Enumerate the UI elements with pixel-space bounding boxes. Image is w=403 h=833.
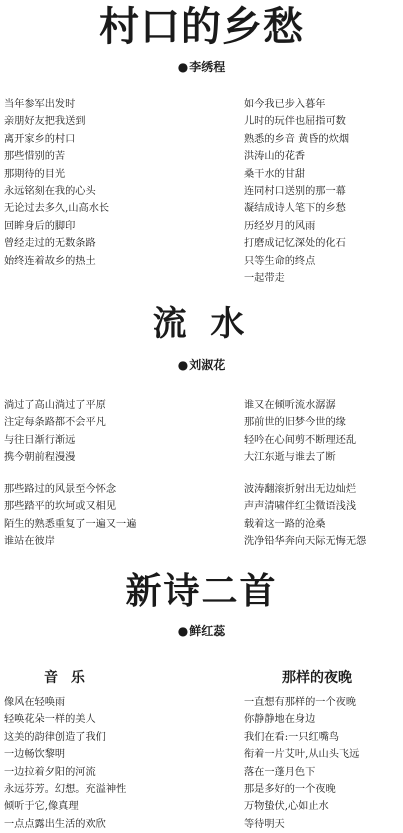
poem-line: 始终连着故乡的热土	[4, 255, 96, 267]
poem-column-left	[4, 481, 136, 551]
poem-line: 一起带走	[244, 272, 285, 284]
poem-line: 永远芬芳。幻想。充溢神性	[4, 783, 127, 795]
poem-line: 洪涛山的花香	[244, 151, 306, 163]
poem-line: 回眸身后的脚印	[4, 220, 76, 232]
author-name: 李绣程	[189, 60, 226, 74]
poem-line: 一边拉着夕阳的河流	[4, 766, 96, 778]
poem-title-village: 村口的乡愁	[99, 4, 304, 50]
poem-line: 无论过去多久,山高水长	[4, 203, 110, 215]
poem-line: 那期待的目光	[4, 168, 66, 180]
poem-line: 那些路过的风景至今怀念	[4, 484, 117, 495]
author-name: 刘淑花	[189, 358, 226, 372]
poem-column-right	[244, 96, 349, 287]
poem-line: 载着这一路的沧桑	[244, 518, 326, 530]
poem-line: 等待明天	[244, 818, 285, 830]
poem-line: 衔着一片艾叶,从山头飞远	[244, 749, 360, 761]
bullet-icon: ●	[177, 358, 189, 372]
poem-line: 大江东逝与谁去了断	[244, 452, 336, 464]
bullet-icon: ●	[177, 624, 189, 638]
poem-line: 声声清啸伴红尘微语浅浅	[244, 501, 357, 513]
bullet-icon: ●	[177, 60, 189, 74]
poem-line: 永远铭刻在我的心头	[4, 185, 96, 197]
poem-line: 桑干水的甘甜	[244, 168, 306, 180]
poem-line: 携今朝前程漫漫	[4, 452, 76, 464]
poem-line: 谁站在彼岸	[4, 536, 55, 548]
author-name: 鲜红蕊	[189, 624, 226, 638]
poem-line: 与往日渐行渐远	[4, 434, 76, 446]
poem-line: 注定每条路都不会平凡	[4, 417, 106, 429]
poem-title-two-new-poems: 新诗二首	[125, 571, 278, 612]
poem-line: 只等生命的终点	[244, 255, 316, 267]
poem-column-right	[244, 481, 366, 551]
poem-line: 陌生的熟悉重复了一遍又一遍	[4, 518, 137, 530]
poem-line: 当年参军出发时	[4, 99, 76, 110]
poem-line: 亲朋好友把我送到	[4, 116, 86, 128]
poem-line: 轻吟在心间剪不断理还乱	[244, 434, 357, 446]
poem-column-right	[244, 694, 359, 833]
poem-line: 一边畅饮黎明	[4, 749, 66, 761]
poem-line: 那些踏平的坎坷或又相见	[4, 501, 117, 513]
poem-title-flowing-water: 流 水	[152, 304, 251, 344]
poem-line: 那前世的旧梦今世的缘	[244, 417, 346, 429]
poem-line: 这美的韵律创造了我们	[4, 731, 106, 743]
poem-line: 轻唤花朵一样的美人	[4, 714, 96, 726]
poem-line: 那是多好的一个夜晚	[244, 783, 336, 795]
poem-subtitle-music: 音 乐	[44, 670, 89, 686]
poem-line: 谁又在倾听流水潺潺	[244, 400, 336, 411]
poem-column-left	[4, 694, 126, 833]
author-line	[0, 58, 403, 75]
poem-line: 历经岁月的风雨	[244, 220, 316, 232]
poem-line: 我们在看:一只红嘴鸟	[244, 731, 340, 743]
poem-line: 倾听于它,像真理	[4, 801, 79, 813]
poem-column-left	[4, 96, 109, 270]
poem-line: 熟悉的乡音 黄昏的炊烟	[244, 133, 350, 145]
poem-line: 一直想有那样的一个夜晚	[244, 697, 357, 708]
poem-line: 一点点露出生活的欢欣	[4, 818, 106, 830]
author-line	[0, 622, 403, 639]
poem-line: 打磨成记忆深处的化石	[244, 238, 346, 250]
poem-line: 万物蛰伏,心如止水	[244, 801, 329, 813]
poem-line: 连同村口送别的那一幕	[244, 185, 346, 197]
poem-line: 落在一蓬月色下	[244, 766, 316, 778]
poem-line: 离开家乡的村口	[4, 133, 76, 145]
poem-line: 洗净铅华奔向天际无悔无怨	[244, 536, 367, 548]
poem-line: 你静静地在身边	[244, 714, 316, 726]
poem-line: 波涛翻滚折射出无边灿烂	[244, 484, 357, 495]
poem-line: 凝结成诗人笔下的乡愁	[244, 203, 346, 215]
poem-subtitle-that-night: 那样的夜晚	[282, 670, 352, 686]
poem-column-right	[244, 397, 356, 467]
poem-line: 那些惜别的苦	[4, 151, 66, 163]
poem-column-left	[4, 397, 106, 467]
poem-line: 曾经走过的无数条路	[4, 238, 96, 250]
poem-line: 淌过了高山淌过了平原	[4, 400, 106, 411]
poem-line: 如今我已步入暮年	[244, 99, 326, 110]
poem-line: 像风在轻唤雨	[4, 697, 66, 708]
author-line	[0, 356, 403, 373]
poem-line: 儿时的玩伴也屈指可数	[244, 116, 346, 128]
